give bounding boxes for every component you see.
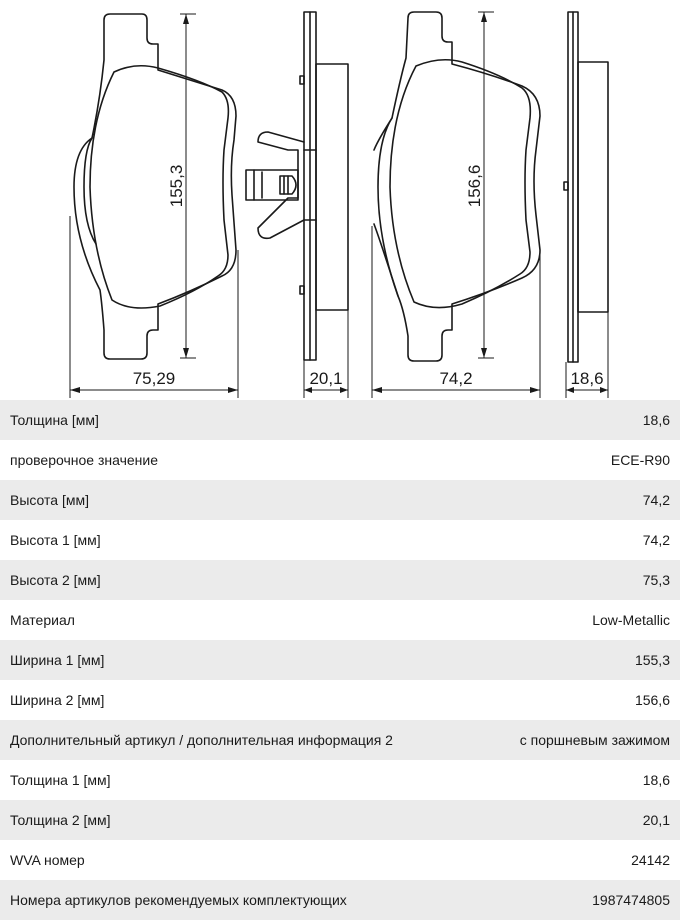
brake-pad-1-side-view xyxy=(246,12,348,360)
spec-row-thickness-2 xyxy=(0,800,680,840)
spec-value: 18,6 xyxy=(642,772,670,788)
spec-value: 18,6 xyxy=(642,412,670,428)
spec-label: Дополнительный артикул / дополнительная информация 2 xyxy=(10,732,393,748)
spec-row-thickness xyxy=(0,400,680,440)
spec-value: 156,6 xyxy=(634,692,670,708)
spec-label: Высота 1 [мм] xyxy=(10,532,101,548)
pad1-width-label: 75,29 xyxy=(132,369,176,388)
spec-label: Высота [мм] xyxy=(10,492,89,508)
brake-pad-2-front-view xyxy=(374,12,540,361)
pad2-width-label: 74,2 xyxy=(439,369,473,388)
spec-row-height-2 xyxy=(0,560,680,600)
spec-row-thickness-1 xyxy=(0,760,680,800)
spec-label: Ширина 1 [мм] xyxy=(10,652,105,668)
spec-row-height xyxy=(0,480,680,520)
spec-row-height-1 xyxy=(0,520,680,560)
dimension-arrows xyxy=(70,12,608,393)
spec-label: WVA номер xyxy=(10,852,85,868)
spec-row-width-2 xyxy=(0,680,680,720)
spec-value: 74,2 xyxy=(642,492,670,508)
spec-row-recommended-parts xyxy=(0,880,680,920)
technical-drawing xyxy=(0,0,680,400)
spec-row-width-1 xyxy=(0,640,680,680)
spec-label: Толщина 1 [мм] xyxy=(10,772,111,788)
pad2-height-label: 156,6 xyxy=(465,164,484,208)
spec-value: 74,2 xyxy=(642,532,670,548)
spec-value: ECE-R90 xyxy=(610,452,670,468)
spec-value: 20,1 xyxy=(642,812,670,828)
spec-table xyxy=(0,400,680,920)
spec-row-test-value xyxy=(0,440,680,480)
brake-pad-2-side-view xyxy=(564,12,608,362)
spec-value: 155,3 xyxy=(634,652,670,668)
dimension-lines xyxy=(70,12,608,398)
spec-label: Материал xyxy=(10,612,75,628)
spec-value: 1987474805 xyxy=(592,892,670,908)
pad2-thickness-label: 18,6 xyxy=(570,369,604,388)
spec-row-wva-number xyxy=(0,840,680,880)
spec-row-additional-info xyxy=(0,720,680,760)
spec-value: с поршневым зажимом xyxy=(519,732,670,748)
spec-label: Толщина 2 [мм] xyxy=(10,812,111,828)
pad1-height-label: 155,3 xyxy=(167,164,186,208)
spec-label: Высота 2 [мм] xyxy=(10,572,101,588)
spec-label: Ширина 2 [мм] xyxy=(10,692,105,708)
spec-value: 75,3 xyxy=(642,572,670,588)
spec-label: Номера артикулов рекомендуемых комплектующих xyxy=(10,892,347,908)
spec-value: 24142 xyxy=(631,852,670,868)
brake-pad-1-front-view xyxy=(74,14,236,359)
spec-label: проверочное значение xyxy=(10,452,159,468)
spec-row-material xyxy=(0,600,680,640)
spec-label: Толщина [мм] xyxy=(10,412,99,428)
spec-value: Low-Metallic xyxy=(592,612,670,628)
pad1-thickness-label: 20,1 xyxy=(309,369,343,388)
